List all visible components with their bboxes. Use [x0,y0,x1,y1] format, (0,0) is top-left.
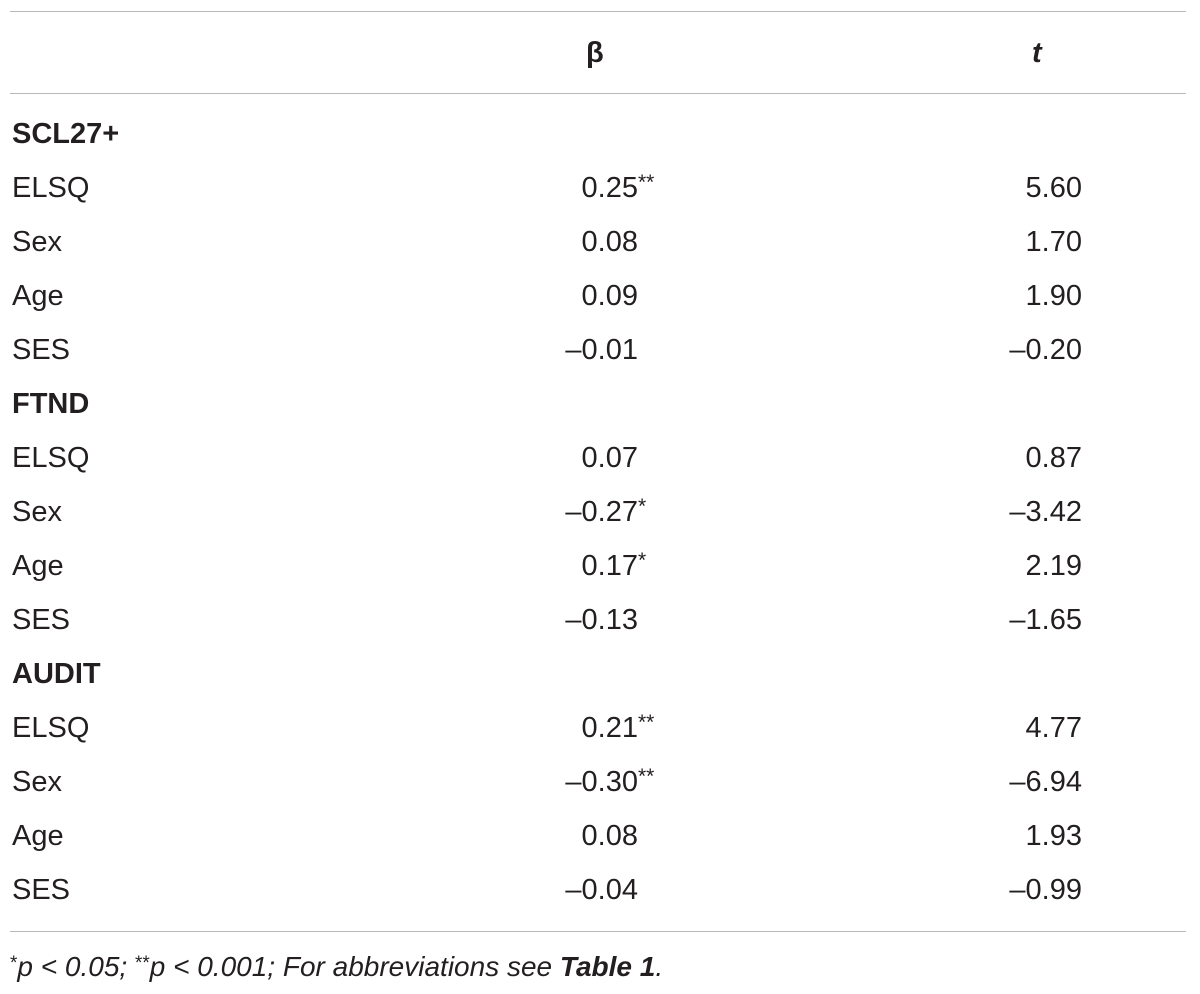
beta-value: 0.07 [581,442,638,474]
beta-value: 0.08 [581,226,638,258]
significance-marker: * [638,495,647,518]
column-header-t: t [1032,37,1042,69]
variable-label: SES [12,874,71,906]
t-value: –6.94 [1009,766,1082,798]
t-value: –0.20 [1009,334,1082,366]
beta-value: –0.30 [565,766,638,798]
beta-value: –0.01 [565,334,638,366]
variable-label: ELSQ [12,712,90,744]
table-top-rule [10,11,1186,12]
t-value: –3.42 [1009,496,1082,528]
variable-label: Sex [12,496,62,528]
footnote-table-reference[interactable]: Table 1 [559,951,656,982]
significance-marker: * [638,549,647,572]
table-row [0,539,1200,593]
t-value: –0.99 [1009,874,1082,906]
table-row [0,485,1200,539]
footnote-p-threshold-2: p < 0.001; For abbreviations see [149,951,560,982]
beta-value: –0.27 [565,496,638,528]
variable-label: Sex [12,766,62,798]
beta-value: 0.17 [581,550,638,582]
variable-label: SES [12,334,71,366]
table-row [0,269,1200,323]
table-row [0,431,1200,485]
beta-value: 0.08 [581,820,638,852]
significance-marker: ** [638,765,655,788]
table-row [0,701,1200,755]
table-group-row [0,107,1200,161]
footnote-star-double: ** [134,953,150,974]
table-group-row [0,647,1200,701]
variable-label: Sex [12,226,62,258]
beta-value: –0.04 [565,874,638,906]
beta-value: 0.25 [581,172,638,204]
t-value: 5.60 [1025,172,1082,204]
table-group-row [0,377,1200,431]
variable-label: ELSQ [12,442,90,474]
variable-label: Age [12,280,64,312]
table-footnote [10,942,663,986]
t-value: 0.87 [1025,442,1082,474]
t-value: –1.65 [1009,604,1082,636]
column-header-beta: β [586,37,604,69]
t-value: 4.77 [1025,712,1082,744]
variable-label: ELSQ [12,172,90,204]
beta-value: 0.09 [581,280,638,312]
variable-label: Age [12,820,64,852]
group-label: FTND [12,388,90,420]
table-row [0,215,1200,269]
group-label: SCL27+ [12,118,120,150]
significance-marker: ** [638,171,655,194]
table-row [0,593,1200,647]
t-value: 1.70 [1025,226,1082,258]
table-row [0,323,1200,377]
table-row [0,161,1200,215]
t-value: 1.93 [1025,820,1082,852]
table-header-rule [10,93,1186,94]
table-bottom-rule [10,931,1186,932]
variable-label: Age [12,550,64,582]
table-row [0,863,1200,917]
table-body [0,107,1200,917]
beta-value: –0.13 [565,604,638,636]
variable-label: SES [12,604,71,636]
group-label: AUDIT [12,658,101,690]
footnote-star-single: * [10,953,18,974]
significance-marker: ** [638,711,655,734]
table-row [0,809,1200,863]
table-row [0,755,1200,809]
footnote-end: . [655,951,664,982]
beta-value: 0.21 [581,712,638,744]
t-value: 1.90 [1025,280,1082,312]
t-value: 2.19 [1025,550,1082,582]
footnote-p-threshold-1: p < 0.05; [17,951,135,982]
